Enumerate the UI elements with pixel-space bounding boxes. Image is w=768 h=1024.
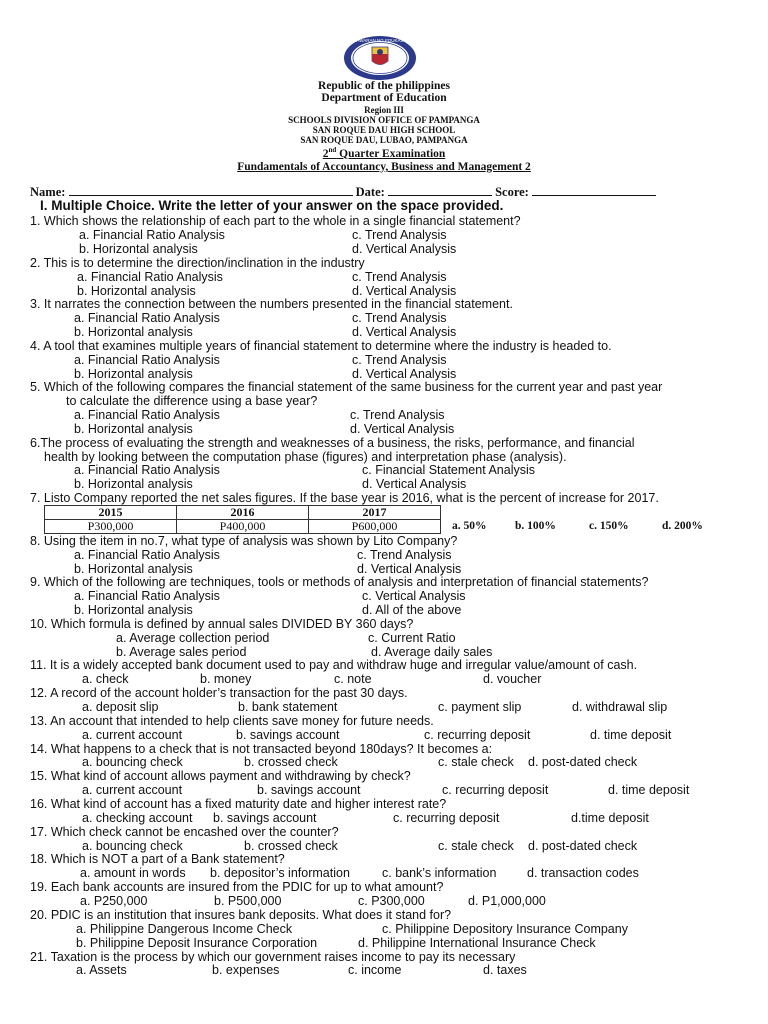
answer-option: d. Vertical Analysis <box>352 284 457 298</box>
question-text: 4. A tool that examines multiple years of financial statement to determine where the industry is headed to. <box>30 339 612 353</box>
question-text: 3. It narrates the connection between the numbers presented in the financial statement. <box>30 297 513 311</box>
answer-option: d. Average daily sales <box>371 645 493 659</box>
table-header-cell: 2016 <box>177 506 309 520</box>
question-text: 12. A record of the account holder’s transaction for the past 30 days. <box>30 686 408 700</box>
answer-option: b. savings account <box>236 728 340 742</box>
question-text: 2. This is to determine the direction/inclination in the industry <box>30 256 365 270</box>
answer-option: a. Financial Ratio Analysis <box>74 589 220 603</box>
answer-option: a. Financial Ratio Analysis <box>77 270 223 284</box>
question-text: 18. Which is NOT a part of a Bank statement? <box>30 852 285 866</box>
answer-option: d. Vertical Analysis <box>350 422 455 436</box>
net-sales-table <box>44 505 441 534</box>
header-region: Region III <box>364 105 404 115</box>
answer-option: c. bank’s information <box>382 866 497 880</box>
answer-option: b. Philippine Deposit Insurance Corporation <box>76 936 318 950</box>
table-value-cell: P300,000 <box>45 520 177 534</box>
answer-option: a. Assets <box>76 963 127 977</box>
name-blank[interactable] <box>69 184 353 196</box>
table-value-cell: P400,000 <box>177 520 309 534</box>
header-address: SAN ROQUE DAU, LUBAO, PAMPANGA <box>300 135 468 145</box>
answer-option: a. Philippine Dangerous Income Check <box>76 922 293 936</box>
answer-option: a. current account <box>82 728 183 742</box>
q7-answer-option: b. 100% <box>515 520 556 532</box>
answer-option: d. Vertical Analysis <box>352 367 457 381</box>
answer-option: d. Vertical Analysis <box>352 325 457 339</box>
answer-option: a. Financial Ratio Analysis <box>74 311 220 325</box>
exam-title <box>0 146 768 160</box>
question-text: 21. Taxation is the process by which our government raises income to pay its necessary <box>30 950 516 964</box>
answer-option: b. Average sales period <box>116 645 247 659</box>
question-text: 8. Using the item in no.7, what type of analysis was shown by Lito Company? <box>30 534 458 548</box>
answer-option: c. Financial Statement Analysis <box>362 463 535 477</box>
answer-option: b. Horizontal analysis <box>74 422 193 436</box>
answer-option: d. Vertical Analysis <box>352 242 457 256</box>
answer-option: to calculate the difference using a base year? <box>66 394 318 408</box>
date-label: Date: <box>355 185 385 199</box>
answer-option: b. Horizontal analysis <box>74 603 193 617</box>
question-text: 16. What kind of account has a fixed maturity date and higher interest rate? <box>30 797 447 811</box>
answer-option: c. recurring deposit <box>442 783 549 797</box>
answer-option: b. expenses <box>212 963 280 977</box>
answer-option: d. time deposit <box>590 728 672 742</box>
exam-title-rest: Quarter Examination <box>336 147 446 160</box>
answer-option: c. Trend Analysis <box>352 228 447 242</box>
answer-option: a. amount in words <box>80 866 186 880</box>
question-text: 13. An account that intended to help clients save money for future needs. <box>30 714 434 728</box>
answer-option: b. Horizontal analysis <box>79 242 198 256</box>
answer-option: c. recurring deposit <box>393 811 500 825</box>
answer-option: b. Horizontal analysis <box>74 367 193 381</box>
question-text: 5. Which of the following compares the financial statement of the same business for the current year and past year <box>30 380 663 394</box>
answer-option: c. Trend Analysis <box>352 353 447 367</box>
header-republic: Republic of the philippines <box>318 80 450 92</box>
answer-option: d.time deposit <box>571 811 649 825</box>
date-blank[interactable] <box>388 184 492 196</box>
answer-option: a. Average collection period <box>116 631 270 645</box>
answer-option: c. Current Ratio <box>368 631 456 645</box>
question-text: 6.The process of evaluating the strength and weaknesses of a business, the risks, performance, and financial <box>30 436 635 450</box>
answer-option: health by looking between the computation phase (figures) and interpretation phase (analysis). <box>44 450 567 464</box>
exam-number: 2 <box>322 147 329 160</box>
answer-option: a. bouncing check <box>82 839 183 853</box>
answer-option: d. time deposit <box>608 783 690 797</box>
answer-option: c. Trend Analysis <box>357 548 452 562</box>
answer-option: c. income <box>348 963 402 977</box>
table-header-cell: 2015 <box>45 506 177 520</box>
answer-option: b. crossed check <box>244 755 338 769</box>
answer-option: c. P300,000 <box>358 894 425 908</box>
answer-option: d. taxes <box>483 963 527 977</box>
answer-option: c. Trend Analysis <box>352 270 447 284</box>
header-department: Department of Education <box>321 92 447 104</box>
question-text: 14. What happens to a check that is not transacted beyond 180days? It becomes a: <box>30 742 493 756</box>
answer-option: b. Horizontal analysis <box>77 284 196 298</box>
answer-option: d. P1,000,000 <box>468 894 546 908</box>
answer-option: c. stale check <box>438 839 514 853</box>
answer-option: b. Horizontal analysis <box>74 562 193 576</box>
answer-option: d. withdrawal slip <box>572 700 668 714</box>
answer-option: d. Vertical Analysis <box>362 477 467 491</box>
question-text: 20. PDIC is an institution that insures bank deposits. What does it stand for? <box>30 908 452 922</box>
answer-option: c. recurring deposit <box>424 728 531 742</box>
answer-option: b. depositor’s information <box>210 866 350 880</box>
answer-option: b. crossed check <box>244 839 338 853</box>
header-school: SAN ROQUE DAU HIGH SCHOOL <box>312 125 456 135</box>
answer-option: c. Vertical Analysis <box>362 589 466 603</box>
svg-text:KAGAWARAN NG EDUKASYON: KAGAWARAN NG EDUKASYON <box>346 38 414 43</box>
table-header-cell: 2017 <box>309 506 441 520</box>
answer-option: a. P250,000 <box>80 894 148 908</box>
answer-option: a. current account <box>82 783 183 797</box>
answer-option: b. P500,000 <box>214 894 282 908</box>
question-text: 7. Listo Company reported the net sales figures. If the base year is 2016, what is the percent of increase for 2017. <box>30 491 659 505</box>
answer-option: c. Trend Analysis <box>350 408 445 422</box>
answer-option: a. Financial Ratio Analysis <box>74 353 220 367</box>
q7-answer-option: d. 200% <box>662 520 703 532</box>
answer-option: c. note <box>334 672 372 686</box>
answer-option: b. Horizontal analysis <box>74 477 193 491</box>
answer-option: b. money <box>200 672 252 686</box>
answer-option: b. Horizontal analysis <box>74 325 193 339</box>
answer-option: c. Philippine Depository Insurance Company <box>382 922 628 936</box>
name-label: Name: <box>30 185 66 199</box>
answer-option: a. deposit slip <box>82 700 159 714</box>
subject-title: Fundamentals of Accountancy, Business and Management 2 <box>237 161 531 173</box>
answer-option: a. checking account <box>82 811 193 825</box>
answer-option: d. Philippine International Insurance Check <box>358 936 596 950</box>
question-text: 19. Each bank accounts are insured from the PDIC for up to what amount? <box>30 880 444 894</box>
score-blank[interactable] <box>532 184 656 196</box>
table-value-cell: P600,000 <box>309 520 441 534</box>
answer-option: c. Trend Analysis <box>352 311 447 325</box>
answer-option: a. Financial Ratio Analysis <box>74 408 220 422</box>
question-text: 9. Which of the following are techniques, tools or methods of analysis and interpretation of financial statements? <box>30 575 649 589</box>
answer-option: d. transaction codes <box>527 866 639 880</box>
answer-option: d. voucher <box>483 672 542 686</box>
question-text: 17. Which check cannot be encashed over the counter? <box>30 825 339 839</box>
answer-option: d. post-dated check <box>528 755 638 769</box>
score-label: Score: <box>495 185 529 199</box>
question-text: 11. It is a widely accepted bank document used to pay and withdraw huge and irregular value/amount of cash. <box>30 658 638 672</box>
answer-option: b. savings account <box>257 783 361 797</box>
answer-option: c. stale check <box>438 755 514 769</box>
deped-seal-logo <box>343 35 417 81</box>
net-sales-table-value-row <box>45 520 441 534</box>
answer-option: a. Financial Ratio Analysis <box>79 228 225 242</box>
answer-option: c. payment slip <box>438 700 522 714</box>
answer-option: a. check <box>82 672 129 686</box>
net-sales-table-header-row <box>45 506 441 520</box>
question-text: 10. Which formula is defined by annual sales DIVIDED BY 360 days? <box>30 617 414 631</box>
answer-option: b. savings account <box>213 811 317 825</box>
answer-option: d. post-dated check <box>528 839 638 853</box>
answer-option: a. Financial Ratio Analysis <box>74 463 220 477</box>
question-text: 15. What kind of account allows payment and withdrawing by check? <box>30 769 411 783</box>
question-text: 1. Which shows the relationship of each part to the whole in a single financial statement? <box>30 214 521 228</box>
answer-option: a. Financial Ratio Analysis <box>74 548 220 562</box>
answer-option: d. Vertical Analysis <box>357 562 462 576</box>
q7-answer-option: c. 150% <box>589 520 629 532</box>
header-division: SCHOOLS DIVISION OFFICE OF PAMPANGA <box>288 115 480 125</box>
q7-answer-option: a. 50% <box>452 520 487 532</box>
section-instruction: I. Multiple Choice. Write the letter of your answer on the space provided. <box>40 198 504 213</box>
answer-option: d. All of the above <box>362 603 462 617</box>
answer-option: a. bouncing check <box>82 755 183 769</box>
answer-option: b. bank statement <box>238 700 338 714</box>
exam-number-suffix: nd <box>328 146 337 154</box>
